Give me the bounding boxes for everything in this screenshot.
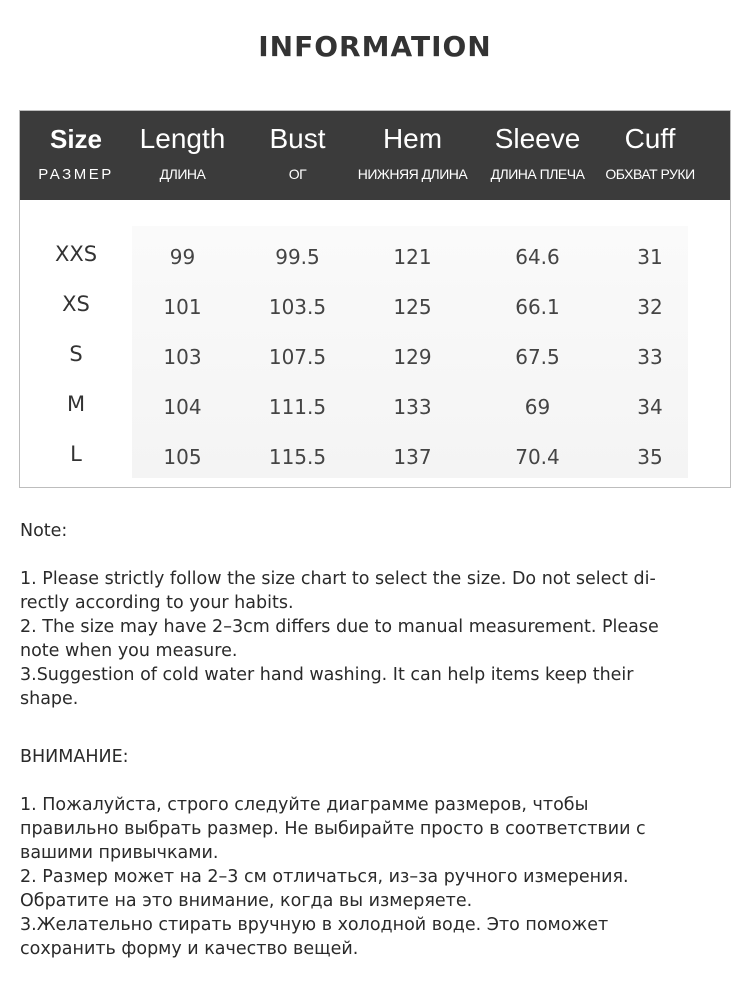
bust-cell: 99.5 <box>275 245 320 269</box>
note-heading: Note: <box>20 521 68 541</box>
note-line: правильно выбрать размер. Не выбирайте просто в соответствии с <box>20 819 646 839</box>
note-line: shape. <box>20 689 79 709</box>
cuff-cell: 31 <box>637 245 663 269</box>
column-header-ru: НИЖНЯЯ ДЛИНА <box>357 166 468 182</box>
length-cell: 101 <box>163 295 202 319</box>
length-cell: 99 <box>169 245 196 269</box>
note-line: 1. Пожалуйста, строго следуйте диаграмме размеров, чтобы <box>20 795 589 815</box>
note-line: Обратите на это внимание, когда вы измеряете. <box>20 891 473 911</box>
length-cell: 104 <box>163 395 202 419</box>
cuff-cell: 32 <box>637 295 663 319</box>
size-cell: XXS <box>54 242 98 266</box>
sleeve-cell: 70.4 <box>515 445 560 469</box>
column-header-sleeve <box>470 111 605 200</box>
size-cell: XS <box>62 292 90 316</box>
bust-cell: 111.5 <box>268 395 327 419</box>
cuff-cell: 35 <box>637 445 663 469</box>
sleeve-cell: 69 <box>524 395 551 419</box>
note-line: note when you measure. <box>20 641 238 661</box>
note-russian <box>20 745 730 961</box>
bust-cell: 115.5 <box>268 445 327 469</box>
cuff-cell: 34 <box>637 395 663 419</box>
sleeve-cell: 66.1 <box>515 295 560 319</box>
size-cell: L <box>70 442 82 466</box>
note-line: rectly according to your habits. <box>20 593 294 613</box>
length-cell: 103 <box>163 345 202 369</box>
column-header-en: Size <box>49 124 103 154</box>
note-line: 2. The size may have 2–3cm differs due to manual measurement. Please <box>20 617 659 637</box>
note-line: 1. Please strictly follow the size chart to select the size. Do not select di- <box>20 569 656 589</box>
size-chart-table <box>19 110 731 488</box>
page-title: INFORMATION <box>258 30 492 63</box>
column-header-ru: ОГ <box>288 166 307 182</box>
length-cell: 105 <box>163 445 202 469</box>
note-line: 2. Размер может на 2–3 см отличаться, из–за ручного измерения. <box>20 867 629 887</box>
table-row <box>20 232 730 282</box>
hem-cell: 133 <box>393 395 432 419</box>
column-header-en: Cuff <box>624 123 676 154</box>
column-header-ru: ДЛИНА ПЛЕЧА <box>490 166 585 182</box>
column-header-ru: ОБХВАТ РУКИ <box>605 166 695 182</box>
column-header-size <box>20 111 132 200</box>
table-header <box>20 111 730 200</box>
cuff-cell: 33 <box>637 345 663 369</box>
column-header-en: Sleeve <box>494 123 581 154</box>
size-cell: S <box>69 342 83 366</box>
sleeve-cell: 64.6 <box>515 245 560 269</box>
sleeve-cell: 67.5 <box>515 345 560 369</box>
table-row <box>20 332 730 382</box>
column-header-en: Hem <box>382 123 443 154</box>
column-header-length <box>125 111 240 200</box>
note-line: вашими привычками. <box>20 843 219 863</box>
note-line: 3.Желательно стирать вручную в холодной воде. Это поможет <box>20 915 609 935</box>
size-cell: M <box>66 392 86 416</box>
hem-cell: 125 <box>393 295 432 319</box>
column-header-ru: ДЛИНА <box>159 166 206 182</box>
hem-cell: 121 <box>393 245 432 269</box>
column-header-ru: РАЗМЕР <box>38 166 114 183</box>
bust-cell: 103.5 <box>268 295 327 319</box>
note-heading: ВНИМАНИЕ: <box>20 747 129 767</box>
table-row <box>20 432 730 482</box>
note-line: сохранить форму и качество вещей. <box>20 939 359 959</box>
note-english <box>20 519 730 711</box>
column-header-en: Bust <box>269 123 326 154</box>
note-line: 3.Suggestion of cold water hand washing. It can help items keep their <box>20 665 634 685</box>
column-header-bust <box>240 111 355 200</box>
table-row <box>20 282 730 332</box>
column-header-hem <box>355 111 470 200</box>
hem-cell: 137 <box>393 445 432 469</box>
column-header-en: Length <box>139 123 226 154</box>
column-header-cuff <box>590 111 710 200</box>
bust-cell: 107.5 <box>268 345 327 369</box>
hem-cell: 129 <box>393 345 432 369</box>
table-row <box>20 382 730 432</box>
